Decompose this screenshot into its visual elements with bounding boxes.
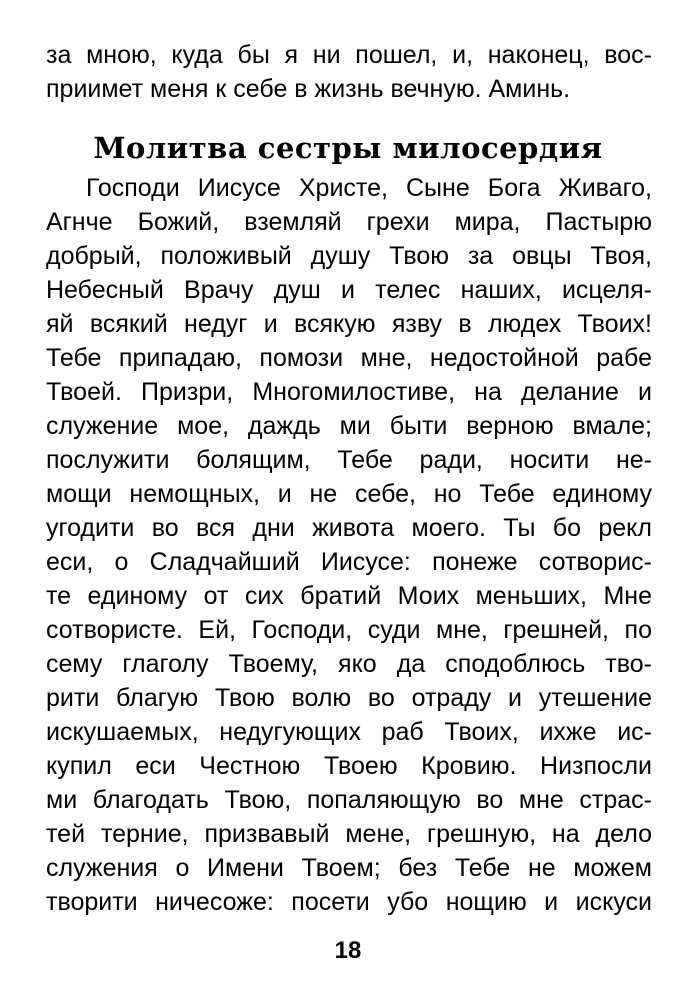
page-number: 18 xyxy=(334,937,362,964)
text-line: добрый, положивый душу Твою за овцы Твоя, xyxy=(46,242,652,270)
text-line: искушаемых, недугующих раб Твоих, ихже ис- xyxy=(46,718,652,746)
text-line: еси, о Сладчайший Иисусе: понеже сотворис- xyxy=(46,548,652,576)
continuation-text xyxy=(46,38,652,106)
text-line: сотвористе. Ей, Господи, суди мне, грешней, по xyxy=(46,616,652,644)
text-line: мощи немощных, и не себе, но Тебе единому xyxy=(46,480,652,508)
prayer-text xyxy=(46,171,652,919)
text-line: купил еси Честною Твоею Кровию. Низпосли xyxy=(46,752,652,780)
text-line: Небесный Врачу душ и телес наших, исцеля- xyxy=(46,276,652,304)
text-line: угодити во вся дни живота моего. Ты бо рекл xyxy=(46,514,652,542)
text-line: служение мое, даждь ми быти верною вмале; xyxy=(46,412,652,440)
text-line: Господи Иисусе Христе, Сыне Бога Живаго, xyxy=(86,174,652,202)
text-line: ми благодать Твою, попаляющую во мне страс- xyxy=(46,786,652,814)
text-line: яй всякий недуг и всякую язву в людех Твоих! xyxy=(46,310,652,338)
text-line: послужити болящим, Тебе ради, носити не- xyxy=(46,446,652,474)
text-line: рити благую Твою волю во отраду и утешение xyxy=(46,684,652,712)
text-line: за мною, куда бы я ни пошел, и, наконец, вос- xyxy=(46,41,652,69)
text-line: сему глаголу Твоему, яко да сподоблюсь тво- xyxy=(46,650,652,678)
text-line: творити ничесоже: посети убо нощию и искуси xyxy=(46,888,652,916)
text-line: Твоей. Призри, Многомилостиве, на делание и xyxy=(46,378,652,406)
text-line: служения о Имени Твоем; без Тебе не можем xyxy=(46,854,652,882)
text-line: Агнче Божий, вземляй грехи мира, Пастырю xyxy=(46,208,652,236)
text-line: те единому от сих братий Моих меньших, Мне xyxy=(46,582,652,610)
text-line: приимет меня к себе в жизнь вечную. Аминь. xyxy=(46,75,571,103)
text-line: тей терние, призвавый мене, грешную, на дело xyxy=(46,820,652,848)
text-line: Тебе припадаю, помози мне, недостойной рабе xyxy=(46,344,652,372)
prayer-heading: Молитва сестры милосердия xyxy=(93,131,603,165)
